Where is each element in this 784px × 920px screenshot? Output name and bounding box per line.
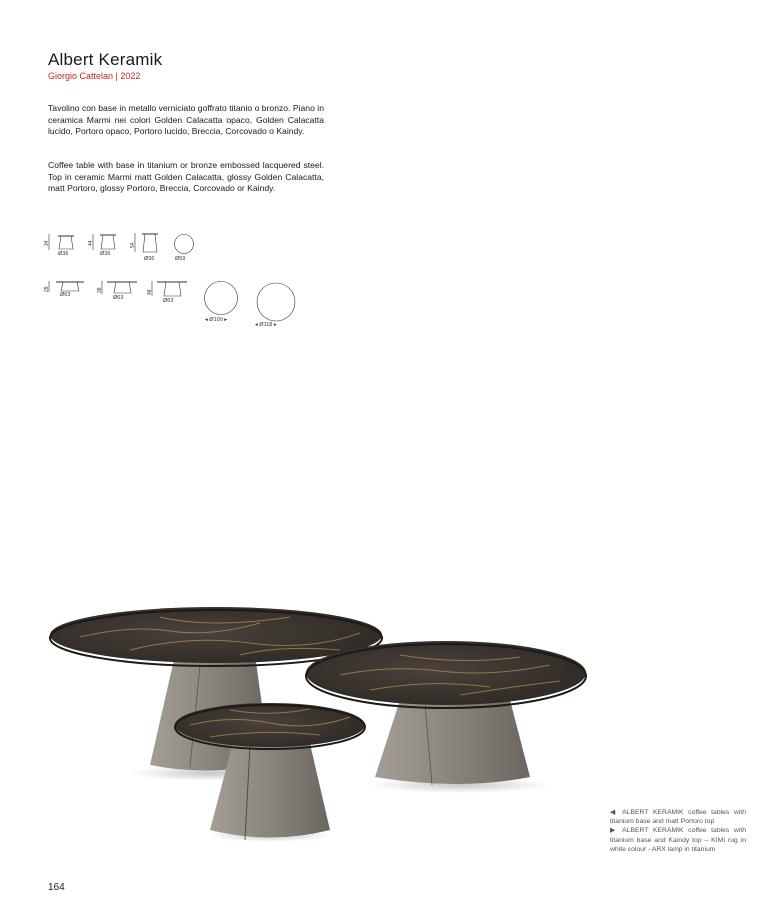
diameter-label: Ø63 [163,298,174,304]
caption-line-1: ◀ ALBERT KERAMIK coffee tables with titanium base and matt Portoro top [610,809,746,826]
table-base-right [375,700,530,784]
dimension-drawing-4 [172,233,196,262]
table-top-circle-icon [203,280,239,316]
dimension-drawing-2 [88,232,124,257]
diameter-value: Ø118 [259,322,273,328]
height-label: 44 [88,240,94,246]
table-side-icon [132,232,166,258]
height-label: 54 [130,242,136,248]
dimension-drawing-9 [255,282,299,328]
diameter-label: ◂ Ø118 ▸ [255,322,277,328]
height-label: 48 [147,289,153,295]
diameter-label: Ø63 [113,295,124,301]
table-top-small [175,703,365,747]
dimension-drawing-8 [203,280,239,323]
dimension-drawing-1 [44,232,80,257]
diameter-label: ◂ Ø100 ▸ [205,317,228,323]
height-label: 29 [44,286,50,292]
height-label: 38 [97,287,103,293]
dimension-drawing-6 [97,280,141,301]
diameter-label: Ø63 [60,292,71,298]
diameter-label: Ø36 [144,256,155,262]
designer-year: Giorgio Cattelan | 2022 [48,71,141,81]
diameter-label: Ø36 [58,251,69,257]
diameter-value: Ø100 [209,317,223,323]
diameter-label: Ø36 [100,251,111,257]
dimension-drawing-3 [130,232,166,262]
table-side-icon [149,280,191,300]
product-title: Albert Keramik [48,50,163,69]
height-label: 34 [44,240,50,246]
dimension-drawing-5 [46,280,88,296]
diameter-label: Ø59 [175,256,186,262]
table-top-circle-icon [172,233,196,257]
description-italian: Tavolino con base in metallo verniciato goffrato titanio o bronzo. Piano in ceramica Marmi nei colori Golden Calacatta opaco, Golden Calacatta lucido, Portoro opaco, Portoro lucido, Breccia, Corcovado o Kaindy. [48,103,324,136]
description-english: Coffee table with base in titanium or bronze embossed lacquered steel. Top in ceramic Marmi matt Golden Calacatta, glossy Golden Calacatta, matt Portoro, glossy Portoro, Breccia, Corcovado or Kaindy. [48,160,324,193]
dimension-drawing-7 [147,280,191,304]
page-number: 164 [48,882,65,893]
product-photo [40,595,600,845]
table-top-circle-icon [255,282,299,322]
photo-caption [610,808,746,854]
caption-line-2: ▶ ALBERT KERAMIK coffee tables with titanium base and Kaindy top – KIMI rug in white colour - ARX lamp in titanium [610,827,746,853]
